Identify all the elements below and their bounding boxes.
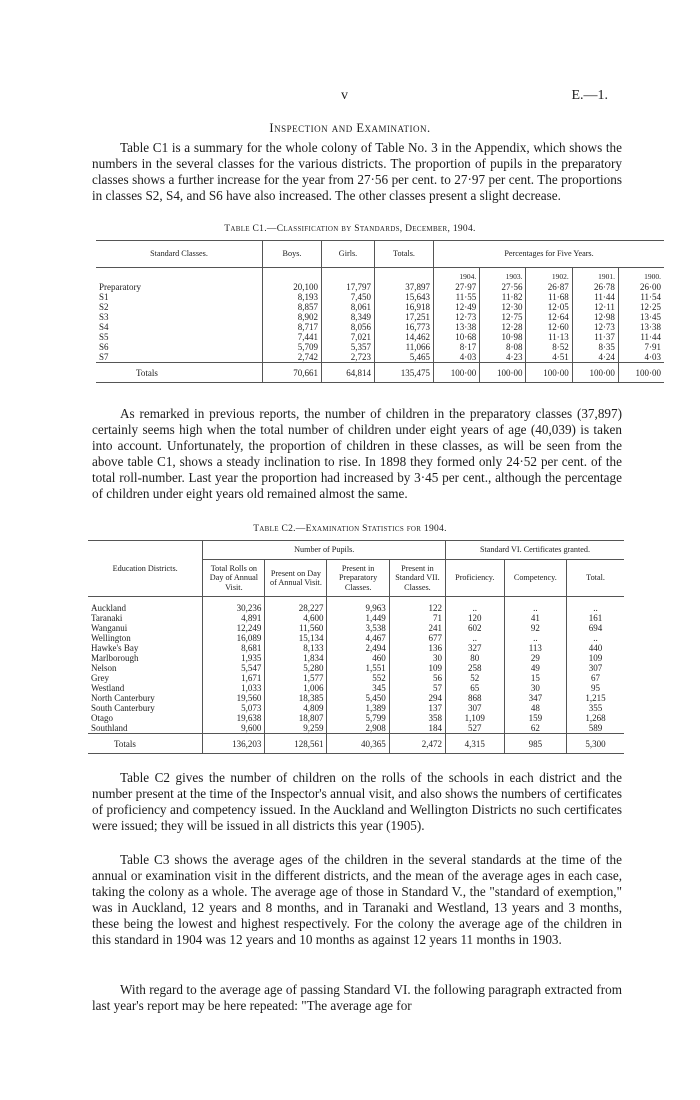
proficiency-cell: 65 xyxy=(446,683,505,693)
paragraph-1: Table C1 is a summary for the whole colony of Table No. 3 in the Appendix, which shows the numbers in the several classes for the various districts. The proportion of pupils in the preparatory classes shows a further increase for the year from 27·56 per cent. to 27·97 per cent. The proportions in classes S2, S4, and S6 have also increased. The other classes present a slight decrease. xyxy=(92,140,622,203)
standard-name: S2 xyxy=(99,302,109,312)
col-present-preparatory: Present in Preparatory Classes. xyxy=(327,560,389,597)
standard-name: S3 xyxy=(99,312,109,322)
certificates-total-cell: 355 xyxy=(567,703,624,713)
col-group-number-of-pupils: Number of Pupils. xyxy=(203,541,446,560)
table-row xyxy=(88,693,624,703)
competency-cell: 159 xyxy=(504,713,567,723)
present-total: 128,561 xyxy=(265,734,327,754)
present-cell: 9,259 xyxy=(265,723,327,734)
standard-vii-cell: 71 xyxy=(389,613,445,623)
col-girls: Girls. xyxy=(322,241,375,268)
paragraph-2: As remarked in previous reports, the number of children in the preparatory classes (37,897) certainly seems high when the total number of children under eight years of age (40,039) is taken into account. Unfortunately, the proportion of children in these classes, as will be seen from the above table C1, shows a steady inclination to rise. In 1898 they formed only 24·52 per cent. of the total roll-number. Last year the proportion had increased by 3·45 per cent., although the percentage of children under eight years old remained almost the same. xyxy=(92,406,622,501)
table-row xyxy=(88,633,624,643)
percentage-cell: 11·44 xyxy=(572,292,618,302)
boys-total: 70,661 xyxy=(263,363,322,383)
competency-cell: 62 xyxy=(504,723,567,734)
competency-cell: .. xyxy=(504,633,567,643)
standard-name: Preparatory xyxy=(99,282,141,292)
standard-vii-cell: 358 xyxy=(389,713,445,723)
present-cell: 1,834 xyxy=(265,653,327,663)
certificates-total-cell: 95 xyxy=(567,683,624,693)
standard-vii-cell: 30 xyxy=(389,653,445,663)
percentage-cell: 11·37 xyxy=(572,332,618,342)
present-cell: 18,807 xyxy=(265,713,327,723)
competency-cell: 49 xyxy=(504,663,567,673)
percentage-cell: 13·45 xyxy=(618,312,664,322)
proficiency-cell: 258 xyxy=(446,663,505,673)
proficiency-cell: 307 xyxy=(446,703,505,713)
year-header: 1902. xyxy=(526,268,572,283)
preparatory-cell: 5,450 xyxy=(327,693,389,703)
percentage-cell: 8·52 xyxy=(526,342,572,352)
certificates-total-cell: 67 xyxy=(567,673,624,683)
document-reference: E.—1. xyxy=(571,88,608,103)
percentage-cell: 4·51 xyxy=(526,352,572,363)
competency-cell: 113 xyxy=(504,643,567,653)
percentage-cell: 12·64 xyxy=(526,312,572,322)
table-row xyxy=(88,613,624,623)
paragraph-5: With regard to the average age of passing Standard VI. the following paragraph extracted from last year's report may be here repeated: "The average age for xyxy=(92,982,622,1013)
district-name: Nelson xyxy=(91,663,117,673)
table-c1 xyxy=(96,240,664,383)
rolls-cell: 5,073 xyxy=(203,703,265,713)
col-percentages: Percentages for Five Years. xyxy=(434,241,665,268)
percentage-cell: 26·87 xyxy=(526,282,572,292)
competency-cell: 347 xyxy=(504,693,567,703)
paragraph-3: Table C2 gives the number of children on the rolls of the schools in each district and the number present at the time of the Inspector's annual visit, and also shows the numbers of certificates of proficiency and competency issued. In the Auckland and Wellington Districts no such certificates were issued; they will be issued in all districts this year (1905). xyxy=(92,770,622,833)
total-cell: 16,773 xyxy=(375,322,434,332)
year-header: 1903. xyxy=(480,268,526,283)
percentage-total: 100·00 xyxy=(526,363,572,383)
standard-label xyxy=(96,332,263,342)
percentage-cell: 12·11 xyxy=(572,302,618,312)
preparatory-cell: 3,538 xyxy=(327,623,389,633)
paragraph-4: Table C3 shows the average ages of the children in the several standards at the time of the annual or examination visit in the different districts, and the mean of the average ages in each case, taking the colony as a whole. The average age of those in Standard V., the "standard of exemption," was in Auckland, 12 years and 8 months, and in Taranaki and Westland, 13 years and 3 months, these being the lowest and highest respectively. For the colony the average age of the children in this standard in 1904 was 12 years and 10 months as against 12 years 11 months in 1903. xyxy=(92,852,622,947)
table-row xyxy=(88,663,624,673)
preparatory-cell: 1,449 xyxy=(327,613,389,623)
page-number: v xyxy=(341,88,348,103)
percentage-cell: 11·13 xyxy=(526,332,572,342)
col-present-standard-vii: Present in Standard VII. Classes. xyxy=(389,560,445,597)
table-row xyxy=(96,352,664,363)
rolls-cell: 1,935 xyxy=(203,653,265,663)
percentage-cell: 4·03 xyxy=(434,352,480,363)
district-name: Taranaki xyxy=(91,613,123,623)
table-row xyxy=(96,322,664,332)
preparatory-cell: 5,799 xyxy=(327,713,389,723)
present-cell: 1,006 xyxy=(265,683,327,693)
table-c2-caption: Table C2.—Examination Statistics for 1904. xyxy=(253,524,447,534)
table-row xyxy=(88,623,624,633)
table-row xyxy=(88,603,624,613)
competency-cell: 41 xyxy=(504,613,567,623)
rolls-cell: 5,547 xyxy=(203,663,265,673)
competency-cell: 29 xyxy=(504,653,567,663)
rolls-total: 136,203 xyxy=(203,734,265,754)
proficiency-cell: 1,109 xyxy=(446,713,505,723)
percentage-cell: 12·73 xyxy=(572,322,618,332)
standard-name: S5 xyxy=(99,332,109,342)
preparatory-cell: 2,494 xyxy=(327,643,389,653)
district-name: Wellington xyxy=(91,633,131,643)
girls-cell: 8,349 xyxy=(322,312,375,322)
certificates-total-cell: 307 xyxy=(567,663,624,673)
district-name: Grey xyxy=(91,673,109,683)
percentage-total: 100·00 xyxy=(618,363,664,383)
percentage-cell: 13·38 xyxy=(618,322,664,332)
percentage-cell: 13·38 xyxy=(434,322,480,332)
certificates-total-cell: .. xyxy=(567,633,624,643)
district-name: Otago xyxy=(91,713,113,723)
percentage-cell: 12·05 xyxy=(526,302,572,312)
girls-cell: 8,056 xyxy=(322,322,375,332)
district-name: North Canterbury xyxy=(91,693,155,703)
district-name: Wanganui xyxy=(91,623,128,633)
percentage-cell: 8·08 xyxy=(480,342,526,352)
standard-vii-cell: 184 xyxy=(389,723,445,734)
standard-vii-cell: 677 xyxy=(389,633,445,643)
boys-cell: 20,100 xyxy=(263,282,322,292)
preparatory-cell: 4,467 xyxy=(327,633,389,643)
standard-label xyxy=(96,302,263,312)
total-cell: 16,918 xyxy=(375,302,434,312)
certificates-total-cell: 109 xyxy=(567,653,624,663)
certificates-total-total: 5,300 xyxy=(567,734,624,754)
present-cell: 4,809 xyxy=(265,703,327,713)
totals-label: Totals xyxy=(136,368,158,378)
percentage-cell: 27·56 xyxy=(480,282,526,292)
competency-cell: 92 xyxy=(504,623,567,633)
standard-name: S6 xyxy=(99,342,109,352)
percentage-cell: 8·35 xyxy=(572,342,618,352)
total-cell: 15,643 xyxy=(375,292,434,302)
col-education-districts: Education Districts. xyxy=(112,563,178,573)
year-header: 1900. xyxy=(618,268,664,283)
standard-vii-cell: 57 xyxy=(389,683,445,693)
standard-vii-cell: 56 xyxy=(389,673,445,683)
percentage-cell: 4·24 xyxy=(572,352,618,363)
year-header: 1904. xyxy=(434,268,480,283)
rolls-cell: 30,236 xyxy=(203,603,265,613)
preparatory-cell: 1,551 xyxy=(327,663,389,673)
table-row xyxy=(88,683,624,693)
rolls-cell: 19,560 xyxy=(203,693,265,703)
percentage-cell: 12·73 xyxy=(434,312,480,322)
boys-cell: 5,709 xyxy=(263,342,322,352)
present-cell: 28,227 xyxy=(265,603,327,613)
standard-vii-cell: 294 xyxy=(389,693,445,703)
years-row xyxy=(96,268,664,283)
boys-cell: 2,742 xyxy=(263,352,322,363)
percentage-cell: 10·68 xyxy=(434,332,480,342)
total-cell: 11,066 xyxy=(375,342,434,352)
total-cell: 14,462 xyxy=(375,332,434,342)
rolls-cell: 9,600 xyxy=(203,723,265,734)
table-row xyxy=(96,332,664,342)
district-name: South Canterbury xyxy=(91,703,155,713)
girls-cell: 7,021 xyxy=(322,332,375,342)
table-row xyxy=(88,703,624,713)
boys-cell: 7,441 xyxy=(263,332,322,342)
rolls-cell: 1,033 xyxy=(203,683,265,693)
percentage-cell: 26·78 xyxy=(572,282,618,292)
girls-cell: 7,450 xyxy=(322,292,375,302)
percentage-cell: 8·17 xyxy=(434,342,480,352)
rolls-cell: 19,638 xyxy=(203,713,265,723)
percentage-cell: 12·75 xyxy=(480,312,526,322)
standard-label xyxy=(96,282,263,292)
competency-total: 985 xyxy=(504,734,567,754)
present-cell: 15,134 xyxy=(265,633,327,643)
table-row xyxy=(96,292,664,302)
proficiency-cell: .. xyxy=(446,633,505,643)
preparatory-cell: 460 xyxy=(327,653,389,663)
table-row xyxy=(88,653,624,663)
rolls-cell: 16,089 xyxy=(203,633,265,643)
standard-name: S4 xyxy=(99,322,109,332)
col-standard-classes: Standard Classes. xyxy=(150,249,208,259)
table-row xyxy=(88,643,624,653)
preparatory-cell: 345 xyxy=(327,683,389,693)
year-header: 1901. xyxy=(572,268,618,283)
district-name: Auckland xyxy=(91,603,126,613)
percentage-cell: 11·44 xyxy=(618,332,664,342)
present-cell: 1,577 xyxy=(265,673,327,683)
percentage-cell: 26·00 xyxy=(618,282,664,292)
col-total-rolls: Total Rolls on Day of Annual Visit. xyxy=(203,560,265,597)
percentage-total: 100·00 xyxy=(480,363,526,383)
col-totals: Totals. xyxy=(375,241,434,268)
table-row xyxy=(96,312,664,322)
competency-cell: 15 xyxy=(504,673,567,683)
boys-cell: 8,193 xyxy=(263,292,322,302)
standard-label xyxy=(96,322,263,332)
proficiency-cell: 52 xyxy=(446,673,505,683)
percentage-cell: 12·28 xyxy=(480,322,526,332)
col-competency: Competency. xyxy=(504,560,567,597)
certificates-total-cell: 161 xyxy=(567,613,624,623)
district-name: Marlborough xyxy=(91,653,139,663)
percentage-cell: 7·91 xyxy=(618,342,664,352)
certificates-total-cell: 1,268 xyxy=(567,713,624,723)
total-cell: 5,465 xyxy=(375,352,434,363)
standard-vii-cell: 109 xyxy=(389,663,445,673)
standard-vii-cell: 122 xyxy=(389,603,445,613)
competency-cell: 30 xyxy=(504,683,567,693)
boys-cell: 8,902 xyxy=(263,312,322,322)
proficiency-cell: 80 xyxy=(446,653,505,663)
percentage-cell: 12·49 xyxy=(434,302,480,312)
proficiency-cell: 327 xyxy=(446,643,505,653)
standard-vii-total: 2,472 xyxy=(389,734,445,754)
rolls-cell: 8,681 xyxy=(203,643,265,653)
table-row xyxy=(88,723,624,734)
district-name: Hawke's Bay xyxy=(91,643,139,653)
standard-label xyxy=(96,292,263,302)
certificates-total-cell: 694 xyxy=(567,623,624,633)
girls-cell: 8,061 xyxy=(322,302,375,312)
certificates-total-cell: 589 xyxy=(567,723,624,734)
table-row xyxy=(88,673,624,683)
standard-label xyxy=(96,352,263,363)
district-name: Westland xyxy=(91,683,125,693)
present-cell: 8,133 xyxy=(265,643,327,653)
col-total: Total. xyxy=(567,560,624,597)
preparatory-cell: 9,963 xyxy=(327,603,389,613)
totals-label: Totals xyxy=(114,739,136,749)
table-row xyxy=(96,342,664,352)
present-cell: 18,385 xyxy=(265,693,327,703)
table-row xyxy=(96,282,664,292)
percentage-cell: 10·98 xyxy=(480,332,526,342)
percentage-cell: 11·55 xyxy=(434,292,480,302)
standard-vii-cell: 241 xyxy=(389,623,445,633)
proficiency-cell: .. xyxy=(446,603,505,613)
proficiency-cell: 120 xyxy=(446,613,505,623)
percentage-cell: 11·68 xyxy=(526,292,572,302)
rolls-cell: 1,671 xyxy=(203,673,265,683)
preparatory-cell: 1,389 xyxy=(327,703,389,713)
certificates-total-cell: .. xyxy=(567,603,624,613)
preparatory-total: 40,365 xyxy=(327,734,389,754)
present-cell: 5,280 xyxy=(265,663,327,673)
proficiency-total: 4,315 xyxy=(446,734,505,754)
total-cell: 37,897 xyxy=(375,282,434,292)
standard-label xyxy=(96,342,263,352)
girls-cell: 2,723 xyxy=(322,352,375,363)
percentage-cell: 12·30 xyxy=(480,302,526,312)
preparatory-cell: 2,908 xyxy=(327,723,389,734)
standard-name: S7 xyxy=(99,352,109,362)
certificates-total-cell: 440 xyxy=(567,643,624,653)
certificates-total-cell: 1,215 xyxy=(567,693,624,703)
proficiency-cell: 602 xyxy=(446,623,505,633)
percentage-cell: 11·82 xyxy=(480,292,526,302)
percentage-total: 100·00 xyxy=(572,363,618,383)
rolls-cell: 12,249 xyxy=(203,623,265,633)
standard-vii-cell: 137 xyxy=(389,703,445,713)
rolls-cell: 4,891 xyxy=(203,613,265,623)
present-cell: 11,560 xyxy=(265,623,327,633)
col-proficiency: Proficiency. xyxy=(446,560,505,597)
present-cell: 4,600 xyxy=(265,613,327,623)
percentage-cell: 12·60 xyxy=(526,322,572,332)
total-cell: 17,251 xyxy=(375,312,434,322)
col-boys: Boys. xyxy=(263,241,322,268)
percentage-cell: 27·97 xyxy=(434,282,480,292)
district-name: Southland xyxy=(91,723,128,733)
standard-name: S1 xyxy=(99,292,109,302)
standard-label xyxy=(96,312,263,322)
grand-total: 135,475 xyxy=(375,363,434,383)
totals-row xyxy=(96,363,664,383)
proficiency-cell: 527 xyxy=(446,723,505,734)
table-c2 xyxy=(88,540,624,754)
preparatory-cell: 552 xyxy=(327,673,389,683)
percentage-cell: 4·23 xyxy=(480,352,526,363)
percentage-cell: 12·98 xyxy=(572,312,618,322)
girls-total: 64,814 xyxy=(322,363,375,383)
table-row xyxy=(88,713,624,723)
totals-row xyxy=(88,734,624,754)
percentage-cell: 4·03 xyxy=(618,352,664,363)
percentage-cell: 12·25 xyxy=(618,302,664,312)
competency-cell: 48 xyxy=(504,703,567,713)
percentage-cell: 11·54 xyxy=(618,292,664,302)
table-c1-caption: Table C1.—Classification by Standards, December, 1904. xyxy=(224,224,476,234)
col-group-certificates: Standard VI. Certificates granted. xyxy=(446,541,624,560)
girls-cell: 17,797 xyxy=(322,282,375,292)
competency-cell: .. xyxy=(504,603,567,613)
boys-cell: 8,717 xyxy=(263,322,322,332)
col-present-annual-visit: Present on Day of Annual Visit. xyxy=(265,560,327,597)
table-row xyxy=(96,302,664,312)
proficiency-cell: 868 xyxy=(446,693,505,703)
standard-vii-cell: 136 xyxy=(389,643,445,653)
girls-cell: 5,357 xyxy=(322,342,375,352)
boys-cell: 8,857 xyxy=(263,302,322,312)
percentage-total: 100·00 xyxy=(434,363,480,383)
section-heading: Inspection and Examination. xyxy=(269,121,431,135)
